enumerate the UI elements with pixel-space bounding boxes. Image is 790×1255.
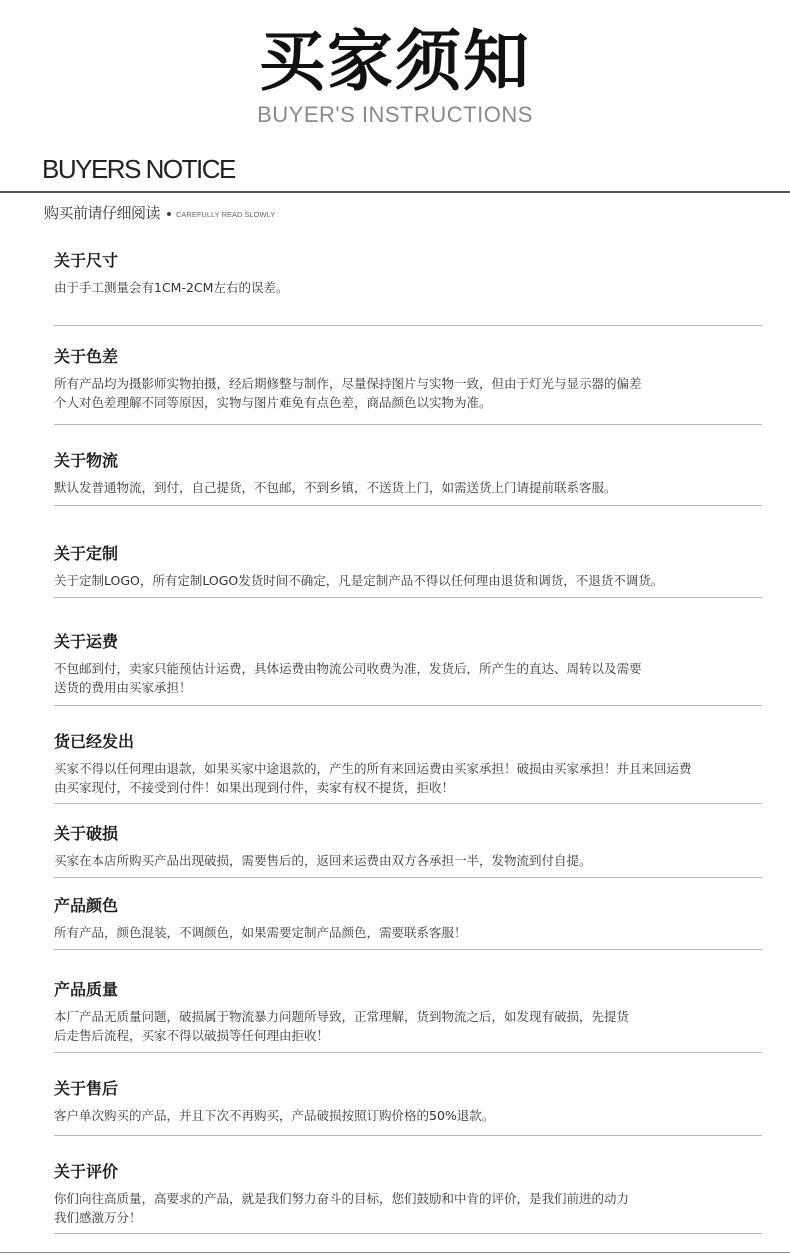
section-size xyxy=(54,250,774,297)
section-line: 关于定制LOGO，所有定制LOGO发货时间不确定，凡是定制产品不得以任何理由退货和调货，不退货不调货。 xyxy=(54,573,664,588)
footer-rule xyxy=(0,1252,790,1253)
section-body xyxy=(54,1189,774,1227)
section-divider xyxy=(54,424,762,425)
section-title: 关于售后 xyxy=(54,1079,119,1098)
section-title: 关于破损 xyxy=(54,824,119,843)
section-line: 由买家现付，不接受到付件！如果出现到付件，卖家有权不提货，拒收！ xyxy=(54,780,455,795)
read-carefully-cn: 购买前请仔细阅读 xyxy=(44,204,161,222)
section-damage xyxy=(54,823,774,870)
section-line: 由于手工测量会有1CM-2CM左右的误差。 xyxy=(54,280,289,295)
section-title: 关于评价 xyxy=(54,1162,119,1181)
section-divider xyxy=(54,1135,762,1136)
section-divider xyxy=(54,597,762,598)
read-carefully-row xyxy=(44,202,275,223)
section-line: 客户单次购买的产品，并且下次不再购买，产品破损按照订购价格的50%退款。 xyxy=(54,1108,495,1123)
section-body xyxy=(54,1007,774,1045)
section-divider xyxy=(54,877,762,878)
section-logistics xyxy=(54,450,774,497)
section-title: 产品颜色 xyxy=(54,896,119,915)
section-after-sales xyxy=(54,1078,774,1125)
section-title: 关于运费 xyxy=(54,632,119,651)
section-body xyxy=(54,923,774,942)
section-body xyxy=(54,1106,774,1125)
read-carefully-en: CAREFULLY READ SLOWLY xyxy=(176,210,276,219)
section-divider xyxy=(54,705,762,706)
section-body xyxy=(54,278,774,297)
header-rule xyxy=(0,191,790,193)
page-title: 买家须知 xyxy=(259,23,531,100)
section-title: 货已经发出 xyxy=(54,732,135,751)
section-line: 送货的费用由买家承担！ xyxy=(54,680,192,695)
section-line: 你们向往高质量，高要求的产品，就是我们努力奋斗的目标，您们鼓励和中肯的评价，是我们前进的动力 xyxy=(54,1191,630,1206)
section-line: 所有产品均为摄影师实物拍摄，经后期修整与制作，尽量保持图片与实物一致，但由于灯光与显示器的偏差 xyxy=(54,376,642,391)
section-divider xyxy=(54,949,762,950)
bullet-dot-icon xyxy=(167,212,171,216)
section-product-color xyxy=(54,895,774,942)
section-divider xyxy=(54,1233,762,1234)
section-line: 所有产品，颜色混装，不调颜色，如果需要定制产品颜色，需要联系客服！ xyxy=(54,925,467,940)
section-line: 我们感激万分！ xyxy=(54,1210,142,1225)
section-line: 买家不得以任何理由退款，如果买家中途退款的，产生的所有来回运费由买家承担！破损由买家承担！并且来回运费 xyxy=(54,761,692,776)
section-quality xyxy=(54,979,774,1045)
section-customization xyxy=(54,543,774,590)
section-body xyxy=(54,659,774,697)
section-line: 本厂产品无质量问题，破损属于物流暴力问题所导致，正常理解，货到物流之后，如发现有破损，先提货 xyxy=(54,1009,630,1024)
section-line: 默认发普通物流，到付，自己提货，不包邮，不到乡镇，不送货上门，如需送货上门请提前联系客服。 xyxy=(54,480,617,495)
page-subtitle: BUYER'S INSTRUCTIONS xyxy=(257,102,533,127)
section-line: 不包邮到付，卖家只能预估计运费，具体运费由物流公司收费为准，发货后，所产生的直达、周转以及需要 xyxy=(54,661,642,676)
section-line: 个人对色差理解不同等原因，实物与图片难免有点色差，商品颜色以实物为准。 xyxy=(54,395,492,410)
section-title: 产品质量 xyxy=(54,980,119,999)
section-body xyxy=(54,478,774,497)
section-title: 关于色差 xyxy=(54,347,119,366)
section-title: 关于尺寸 xyxy=(54,251,119,270)
section-line: 买家在本店所购买产品出现破损，需要售后的，返回来运费由双方各承担一半，发物流到付自提。 xyxy=(54,853,592,868)
section-shipped xyxy=(54,731,774,797)
section-title: 关于定制 xyxy=(54,544,119,563)
section-divider xyxy=(54,803,762,804)
section-line: 后走售后流程，买家不得以破损等任何理由拒收！ xyxy=(54,1028,330,1043)
section-shipping-fee xyxy=(54,631,774,697)
section-body xyxy=(54,759,774,797)
section-reviews xyxy=(54,1161,774,1227)
section-title: 关于物流 xyxy=(54,451,119,470)
notice-heading: BUYERS NOTICE xyxy=(42,154,235,184)
section-divider xyxy=(54,325,762,326)
section-divider xyxy=(54,1052,762,1053)
section-divider xyxy=(54,505,762,506)
section-body xyxy=(54,851,774,870)
section-body xyxy=(54,571,774,590)
section-color-difference xyxy=(54,346,774,412)
section-body xyxy=(54,374,774,412)
